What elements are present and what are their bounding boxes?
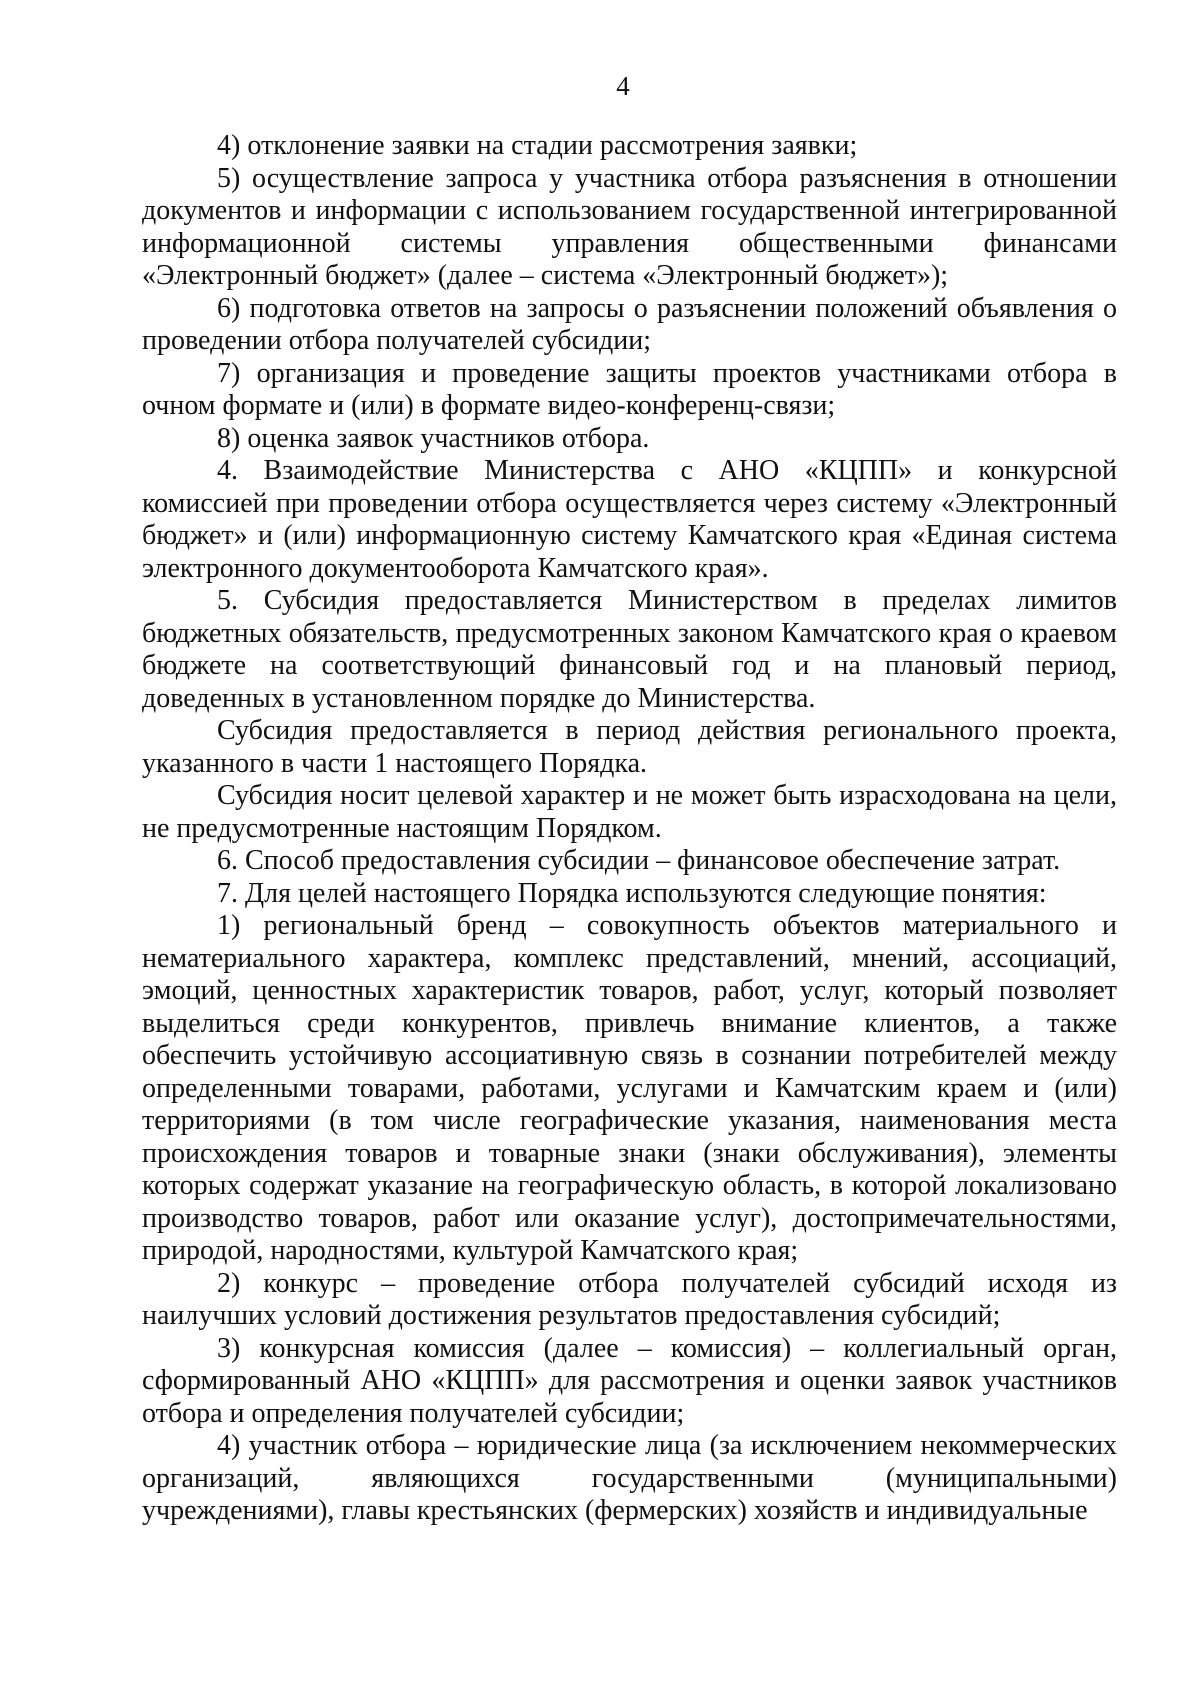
- paragraph-section-4: 4. Взаимодействие Министерства с АНО «КЦПП» и конкурсной комиссией при проведении отбора осуществляется через систему «Электронный бюджет» и (или) информационную систему Камчатского края «Единая система электронного документооборота Камчатского края».: [142, 455, 1117, 584]
- paragraph-definition-participant: 4) участник отбора – юридические лица (за исключением некоммерческих организаций, являющихся государственными (муниципальными) учреждениями), главы крестьянских (фермерских) хозяйств и индивидуальные: [142, 1430, 1117, 1526]
- paragraph-section-7: 7. Для целей настоящего Порядка используются следующие понятия:: [217, 877, 1047, 909]
- paragraph-item-4-rejection: 4) отклонение заявки на стадии рассмотрения заявки;: [217, 130, 858, 161]
- paragraph-item-7-project-defense: 7) организация и проведение защиты проектов участниками отбора в очном формате и (или) в формате видео-конференц-связи;: [142, 357, 1117, 421]
- paragraph-item-5-clarification-request: 5) осуществление запроса у участника отбора разъяснения в отношении документов и информации с использованием государственной интегрированной информационной системы управления общественными финансами «Электронный бюджет» (далее – система «Электронный бюджет»);: [142, 162, 1117, 291]
- paragraph-section-6: 6. Способ предоставления субсидии – финансовое обеспечение затрат.: [217, 845, 1061, 876]
- paragraph-subsidy-period: Субсидия предоставляется в период действия регионального проекта, указанного в части 1 настоящего Порядка.: [142, 715, 1117, 779]
- paragraph-subsidy-purpose: Субсидия носит целевой характер и не может быть израсходована на цели, не предусмотренные настоящим Порядком.: [142, 780, 1117, 844]
- paragraph-definition-commission: 3) конкурсная комиссия (далее – комиссия) – коллегиальный орган, сформированный АНО «КЦПП» для рассмотрения и оценки заявок участников отбора и определения получателей субсидии;: [142, 1332, 1117, 1429]
- paragraph-section-5: 5. Субсидия предоставляется Министерством в пределах лимитов бюджетных обязательств, предусмотренных законом Камчатского края о краевом бюджете на соответствующий финансовый год и на плановый период, доведенных в установленном порядке до Министерства.: [142, 585, 1117, 714]
- paragraph-item-8-evaluation: 8) оценка заявок участников отбора.: [217, 422, 650, 454]
- paragraph-definition-contest: 2) конкурс – проведение отбора получателей субсидий исходя из наилучших условий достижения результатов предоставления субсидий;: [142, 1267, 1117, 1331]
- document-body: [142, 130, 1117, 1528]
- page-number: 4: [616, 71, 630, 101]
- paragraph-item-6-answers: 6) подготовка ответов на запросы о разъяснении положений объявления о проведении отбора получателей субсидии;: [142, 292, 1117, 356]
- paragraph-definition-regional-brand: 1) региональный бренд – совокупность объектов материального и нематериального характера, комплекс представлений, мнений, ассоциаций, эмоций, ценностных характеристик товаров, работ, услуг, который позволяет выделиться среди конкурентов, привлечь внимание клиентов, а также обеспечить устойчивую ассоциативную связь в сознании потребителей между определенными товарами, работами, услугами и Камчатским краем и (или) территориями (в том числе географические указания, наименования места происхождения товаров и товарные знаки (знаки обслуживания), элементы которых содержат указание на географическую область, в которой локализовано производство товаров, работ или оказание услуг), достопримечательностями, природой, народностями, культурой Камчатского края;: [142, 910, 1117, 1266]
